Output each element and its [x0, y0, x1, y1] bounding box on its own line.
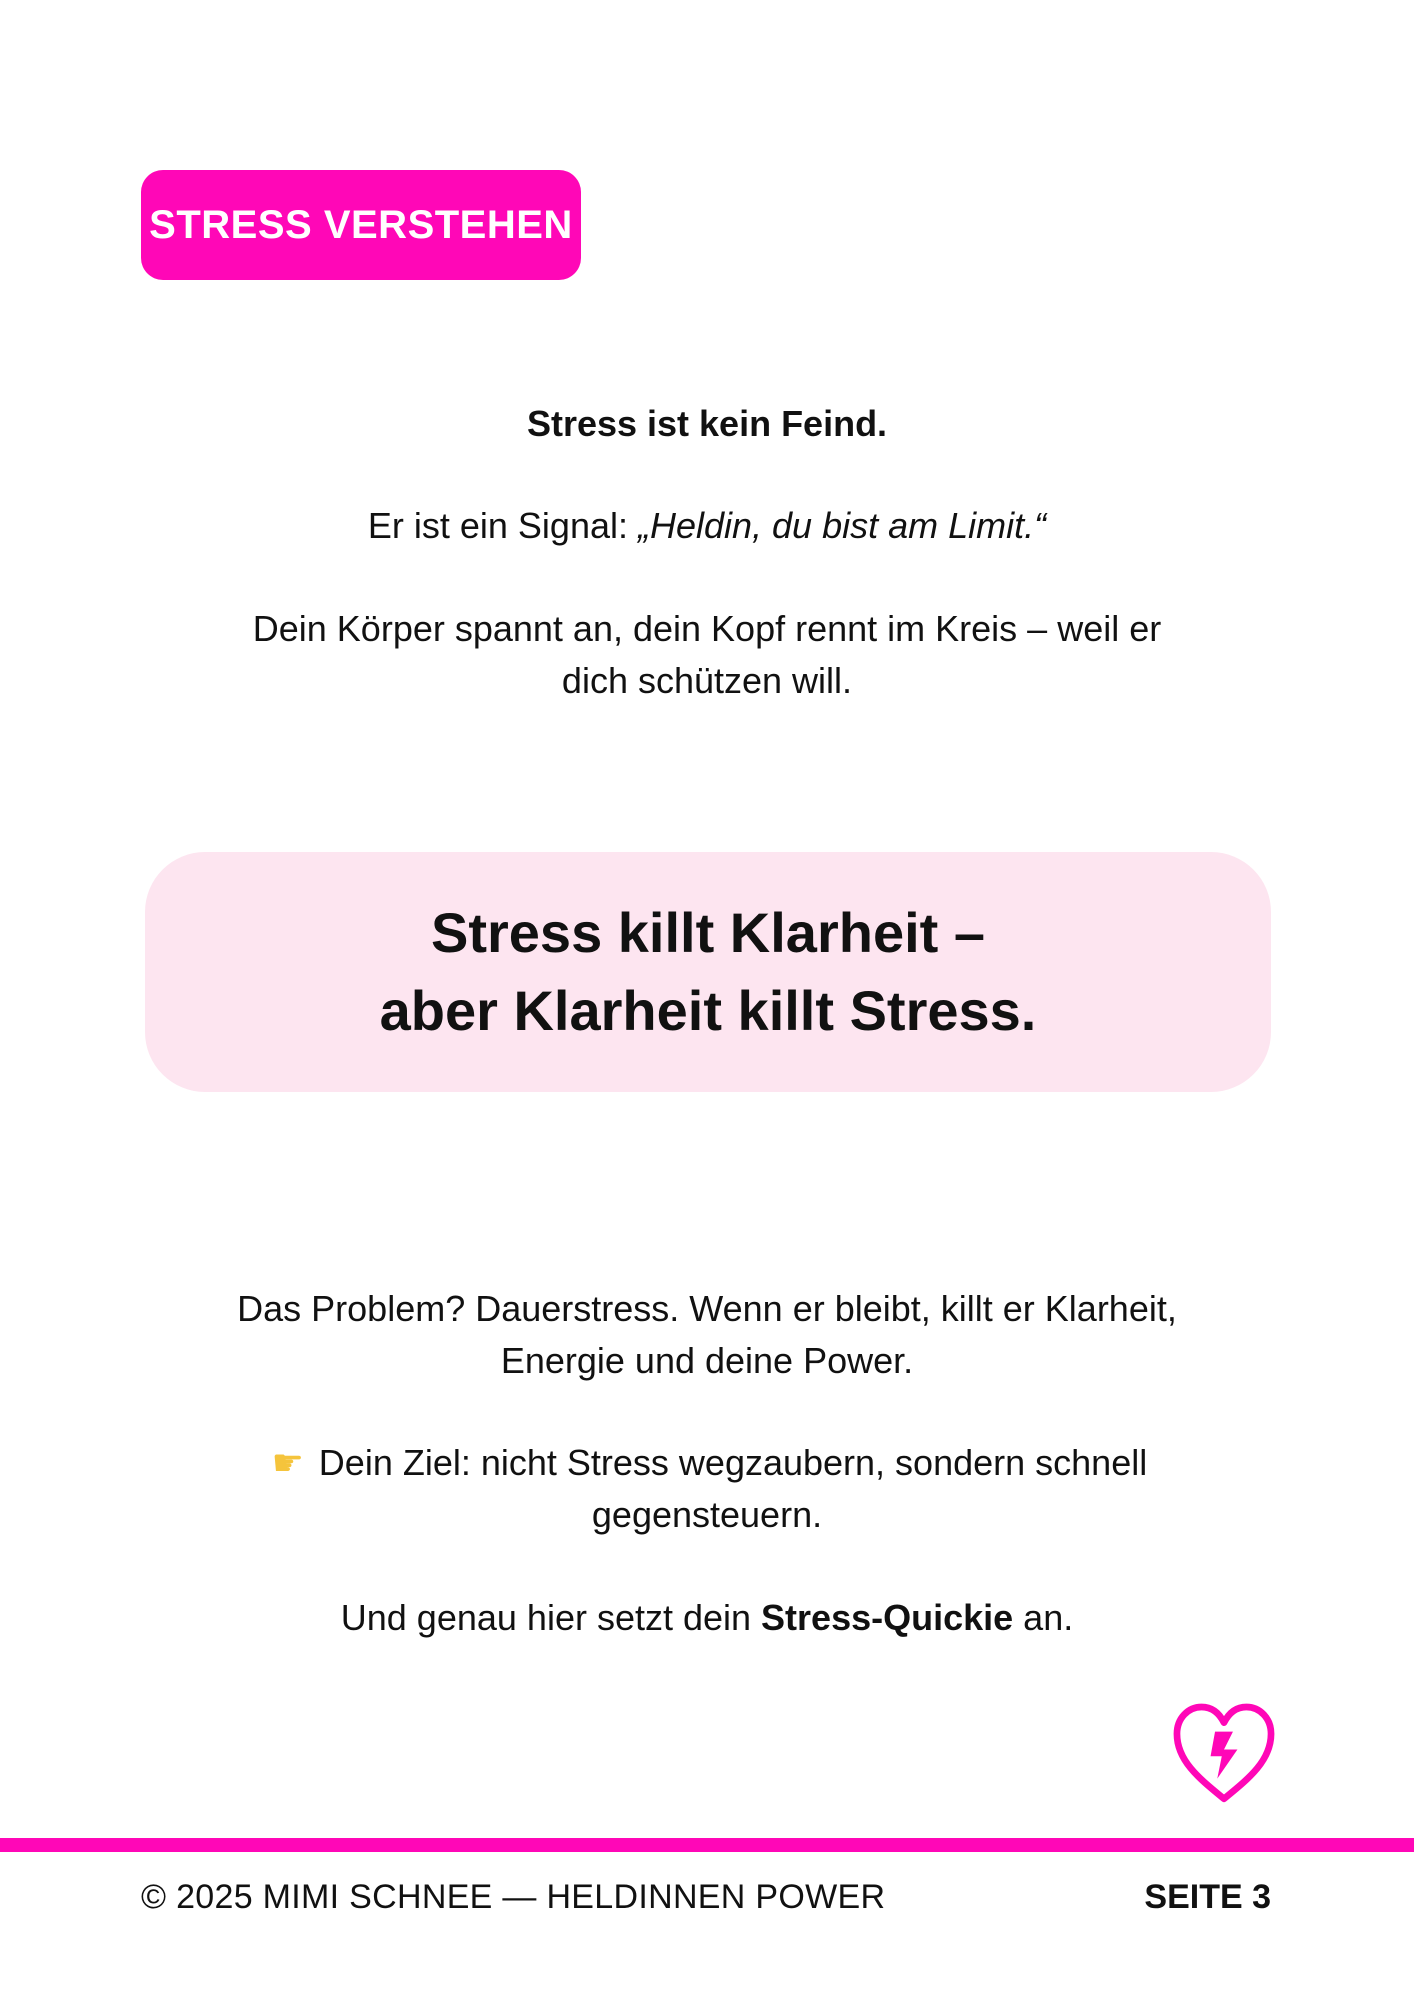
- signal-line: [150, 500, 1264, 552]
- closing-highlight: Stress-Quickie: [761, 1597, 1014, 1638]
- section-tag-label: STRESS VERSTEHEN: [149, 202, 573, 247]
- key-quote-line1: Stress killt Klarheit –: [430, 901, 985, 964]
- closing-suffix: an.: [1013, 1597, 1074, 1638]
- problem-line1: Das Problem? Dauerstress. Wenn er bleibt, killt er Klarheit,: [237, 1288, 1177, 1329]
- closing-line: [150, 1592, 1264, 1644]
- page-number: SEITE 3: [1144, 1878, 1271, 1916]
- intro-body-line2: dich schützen will.: [561, 660, 853, 701]
- problem-paragraph: [150, 1283, 1264, 1387]
- intro-body-line1: Dein Körper spannt an, dein Kopf rennt im Kreis – weil er: [252, 608, 1162, 649]
- key-quote-box: [145, 852, 1271, 1092]
- pointing-hand-icon: ☛: [271, 1442, 304, 1483]
- footer-copyright: © 2025 MIMI SCHNEE — HELDINNEN POWER: [141, 1878, 886, 1916]
- goal-line2: gegensteuern.: [591, 1494, 823, 1535]
- heart-lightning-icon: [1168, 1698, 1280, 1810]
- problem-line2: Energie und deine Power.: [500, 1340, 914, 1381]
- key-quote-line2: aber Klarheit killt Stress.: [379, 979, 1037, 1042]
- signal-prefix: Er ist ein Signal:: [367, 505, 638, 546]
- goal-line1: Dein Ziel: nicht Stress wegzaubern, sondern schnell: [318, 1442, 1148, 1483]
- section-tag: [141, 170, 581, 280]
- intro-headline: Stress ist kein Feind.: [526, 403, 888, 444]
- intro-body: [150, 603, 1264, 707]
- closing-prefix: Und genau hier setzt dein: [340, 1597, 762, 1638]
- goal-line1-row: [150, 1437, 1264, 1489]
- goal-paragraph: [150, 1437, 1264, 1541]
- footer-divider: [0, 1838, 1414, 1852]
- signal-quote: „Heldin, du bist am Limit.“: [637, 505, 1047, 546]
